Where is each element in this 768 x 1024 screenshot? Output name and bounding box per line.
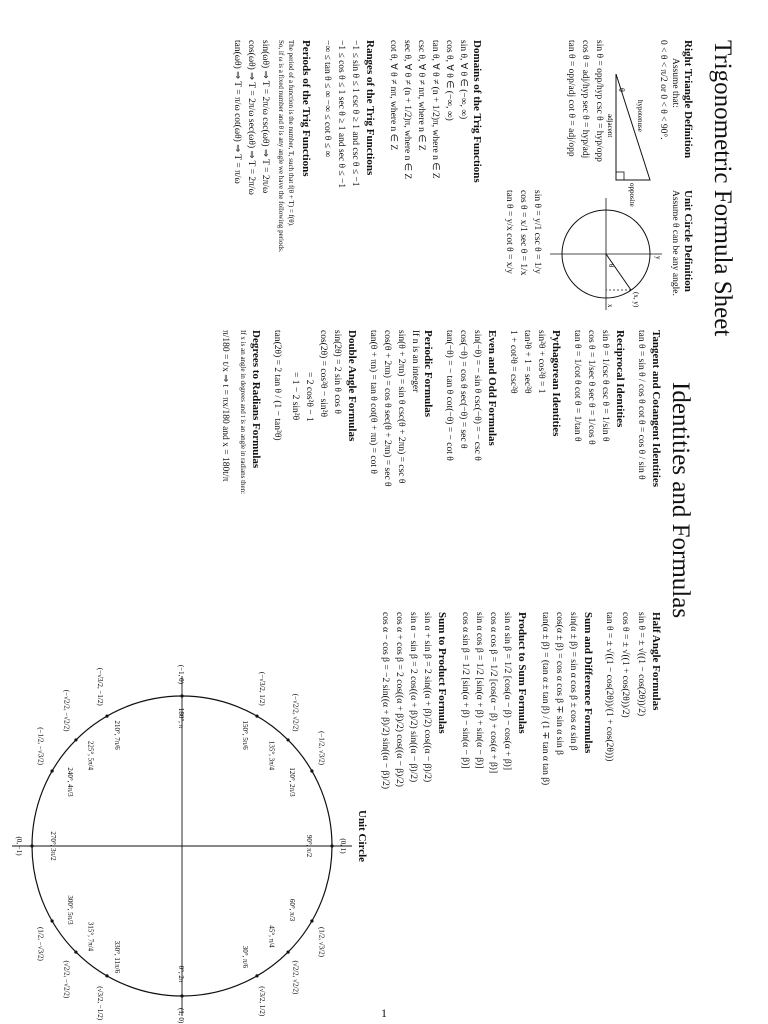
- right-triangle-diagram: [608, 60, 656, 210]
- unit-circle-def-heading: Unit Circle Definition: [682, 190, 694, 292]
- unit-circle-point-marker: [50, 919, 53, 922]
- double-angle-heading: Double Angle Formulas: [346, 330, 358, 442]
- unit-circle-point-marker: [30, 844, 33, 847]
- domain-line-1: sin θ, ∀ θ ∈ (−∞, ∞): [458, 40, 468, 120]
- even-odd-line-1: sin(−θ) = − sin θ csc(−θ) = − csc θ: [472, 330, 482, 461]
- half-line-3: tan θ = ± √((1 − cos(2θ))/(1 + cos(2θ))): [604, 612, 614, 762]
- range-line-2: −1 ≤ cos θ ≤ 1 sec θ ≥ 1 and sec θ ≤ −1: [336, 40, 346, 189]
- double-line-1: sin(2θ) = 2 sin θ cos θ: [332, 330, 342, 414]
- page-title: Trigonometric Formula Sheet: [709, 40, 736, 337]
- unit-circle-angle-label: 180°, π: [177, 707, 185, 729]
- unit-circle-coordinate-label: (0, 1): [339, 838, 347, 854]
- reciprocal-line-1: sin θ = 1/csc θ csc θ = 1/sin θ: [600, 330, 610, 442]
- domain-line-6: cot θ, ∀ θ ≠ nπ, where n ∈ Z: [388, 40, 398, 151]
- rt-line-1: sin θ = opp/hyp csc θ = hyp/opp: [594, 40, 604, 162]
- hypotenuse-label: hypotenuse: [636, 100, 644, 132]
- ucd-line-2: cos θ = x/1 sec θ = 1/x: [518, 190, 528, 276]
- half-angle-heading: Half Angle Formulas: [650, 612, 662, 711]
- svg-text:θ: θ: [617, 88, 626, 92]
- tan-cot-heading: Tangent and Cotangent Identities: [650, 330, 662, 487]
- unit-circle-coordinate-label: (−1, 0): [177, 664, 185, 684]
- sum-diff-line-2: cos(α ± β) = cos α cos β ∓ sin α sin β: [554, 612, 564, 755]
- page-number: 1: [381, 1006, 387, 1020]
- unit-circle-point-marker: [74, 950, 77, 953]
- domain-line-2: cos θ, ∀ θ ∈ (−∞, ∞): [444, 40, 454, 121]
- pythagorean-heading: Pythagorean Identities: [550, 330, 562, 437]
- unit-circle-point-marker: [286, 950, 289, 953]
- unit-circle-coordinate-label: (−1/2, √3/2): [317, 731, 326, 765]
- product-line-4: cos α sin β = 1/2 [sin(α + β) − sin(α − β)]: [460, 612, 470, 769]
- unit-circle-point-marker: [105, 714, 108, 717]
- deg-rad-text: If x is an angle in degrees and t is an angle in radians then:: [239, 330, 247, 495]
- unit-circle-coordinate-label: (√2/2, −√2/2): [62, 960, 71, 999]
- unit-circle-coordinate-label: (−√2/2, √2/2): [291, 693, 300, 732]
- unit-circle-coordinate-label: (−√2/2, −√2/2): [62, 689, 71, 732]
- domain-line-5: sec θ, ∀ θ ≠ (n + 1/2)π, where n ∈ Z: [402, 40, 412, 180]
- sum-diff-heading: Sum and Difference Formulas: [582, 612, 594, 754]
- unit-circle-coordinate-label: (√2/2, √2/2): [291, 960, 300, 995]
- sumprod-line-2: sin α − sin β = 2 cos((α + β)/2) sin((α − β)/2): [408, 612, 418, 783]
- unit-circle-angle-label: 210°, 7π/6: [113, 720, 121, 750]
- rt-line-3: tan θ = opp/adj cot θ = adj/opp: [566, 40, 576, 157]
- unit-circle-angle-label: 240°, 4π/3: [66, 767, 75, 797]
- unit-circle-angle-label: 300°, 5π/3: [66, 895, 75, 925]
- sum-diff-line-1: sin(α ± β) = sin α cos β ± cos α sin β: [568, 612, 578, 751]
- sumprod-line-1: sin α + sin β = 2 sin((α + β)/2) cos((α − β)/2): [422, 612, 432, 783]
- domain-line-3: tan θ, ∀ θ ≠ (n + 1/2)π, where n ∈ Z: [430, 40, 440, 179]
- adjacent-label: adjacent: [606, 114, 614, 138]
- period-line-3: tan(ωθ) ⇒ T = π/ω cot(ωθ) ⇒ T = π/ω: [232, 40, 242, 184]
- unit-circle-point-marker: [180, 994, 183, 997]
- product-line-2: cos α cos β = 1/2 [cos(α − β) + cos(α + β)]: [488, 612, 498, 774]
- unit-circle-point-marker: [330, 844, 333, 847]
- unit-circle-def-assume: Assume θ can be any angle.: [670, 190, 680, 296]
- svg-text:(x, y): (x, y): [632, 292, 640, 308]
- unit-circle-point-marker: [255, 974, 258, 977]
- periodic-line-1: sin(θ + 2πn) = sin θ csc(θ + 2πn) = csc θ: [396, 330, 406, 484]
- unit-circle-point-marker: [286, 738, 289, 741]
- half-line-1: sin θ = ± √((1 − cos(2θ))/2): [636, 612, 646, 717]
- deg-rad-heading: Degrees to Radians Formulas: [250, 330, 262, 469]
- unit-circle-coordinate-label: (0, −1): [15, 836, 23, 856]
- unit-circle-coordinate-label: (1, 0): [177, 1008, 185, 1024]
- period-line-2: cos(ωθ) ⇒ T = 2π/ω sec(ωθ) ⇒ T = 2π/ω: [246, 40, 256, 195]
- unit-circle-def-diagram: [546, 194, 666, 314]
- product-line-1: sin α sin β = 1/2 [cos(α − β) − cos(α + β)]: [502, 612, 512, 770]
- unit-circle-coordinate-label: (−√3/2, 1/2): [258, 671, 266, 706]
- double-line-4: = 1 − 2 sin²θ: [290, 372, 300, 421]
- range-line-3: −∞ ≤ tan θ ≤ ∞ −∞ ≤ cot θ ≤ ∞: [322, 40, 332, 158]
- pyth-line-3: 1 + cot²θ = csc²θ: [508, 330, 518, 394]
- unit-circle-point-marker: [50, 769, 53, 772]
- unit-circle-point-marker: [105, 974, 108, 977]
- unit-circle-coordinate-label: (√3/2, −1/2): [96, 986, 104, 1021]
- periods-text-1: The period of a function is the number, T, such that f(θ + T) = f(θ).: [287, 40, 295, 227]
- period-line-1: sin(ωθ) ⇒ T = 2π/ω csc(ωθ) ⇒ T = 2π/ω: [260, 40, 270, 194]
- unit-circle-angle-label: 150°, 5π/6: [241, 720, 249, 750]
- even-odd-line-3: tan(−θ) = − tan θ cot(−θ) = − cot θ: [444, 330, 454, 461]
- double-line-5: tan(2θ) = 2 tan θ / (1 − tan²θ): [272, 330, 282, 441]
- unit-circle-angle-label: 120°, 2π/3: [287, 767, 296, 797]
- half-line-2: cos θ = ± √((1 + cos(2θ))/2): [620, 612, 630, 718]
- right-triangle-assume: Assume that:: [670, 58, 680, 108]
- unit-circle-coordinate-label: (1/2, −√3/2): [36, 927, 45, 961]
- sumprod-line-3: cos α + cos β = 2 cos((α + β)/2) cos((α − β)/2): [394, 612, 404, 787]
- double-line-3: = 2 cos²θ − 1: [304, 372, 314, 422]
- unit-circle-angle-label: 270°, 3π/2: [49, 831, 57, 861]
- reciprocal-heading: Reciprocal Identities: [614, 330, 626, 428]
- periodic-line-3: tan(θ + πn) = tan θ cot(θ + πn) = cot θ: [368, 330, 378, 474]
- deg-rad-line: π/180 = t/x ⇒ t = πx/180 and x = 180t/π: [220, 330, 230, 482]
- periods-text-2: So, if ω is a fixed number and θ is any angle we have the following periods.: [277, 40, 285, 253]
- unit-circle-point-marker: [180, 694, 183, 697]
- svg-text:θ: θ: [607, 264, 615, 268]
- reciprocal-line-2: cos θ = 1/sec θ sec θ = 1/cos θ: [586, 330, 596, 445]
- ucd-line-1: sin θ = y/1 csc θ = 1/y: [532, 190, 542, 274]
- unit-circle-point-marker: [310, 769, 313, 772]
- product-line-3: sin α cos β = 1/2 [sin(α + β) + sin(α − β)]: [474, 612, 484, 769]
- unit-circle-angle-label: 315°, 7π/4: [86, 921, 95, 952]
- unit-circle-angle-label: 45°, π/4: [267, 925, 276, 948]
- unit-circle-point-marker: [310, 919, 313, 922]
- unit-circle-angle-label: 330°, 11π/6: [113, 940, 121, 974]
- unit-circle-angle-label: 90°, π/2: [305, 834, 313, 858]
- unit-circle-angle-label: 225°, 5π/4: [86, 740, 95, 771]
- reciprocal-line-3: tan θ = 1/cot θ cot θ = 1/tan θ: [572, 330, 582, 442]
- unit-circle-angle-label: 30°, π/6: [241, 945, 249, 968]
- sum-product-heading: Sum to Product Formulas: [436, 612, 448, 734]
- periodic-note: If n is an integer: [410, 330, 420, 393]
- periodic-line-2: cos(θ + 2πn) = cos θ sec(θ + 2πn) = sec θ: [382, 330, 392, 487]
- right-triangle-heading: Right Triangle Definition: [682, 40, 694, 159]
- unit-circle-heading: Unit Circle: [356, 810, 368, 863]
- pyth-line-2: tan²θ + 1 = sec²θ: [522, 330, 532, 394]
- double-line-2: cos(2θ) = cos²θ − sin²θ: [318, 330, 328, 418]
- sum-diff-line-3: tan(α ± β) = (tan α ± tan β) / (1 ∓ tan α tan β): [540, 612, 550, 786]
- identities-title: Identities and Formulas: [667, 382, 694, 619]
- periods-heading: Periods of the Trig Functions: [300, 40, 312, 177]
- ucd-line-3: tan θ = y/x cot θ = x/y: [504, 190, 514, 274]
- range-line-1: −1 ≤ sin θ ≤ 1 csc θ ≥ 1 and csc θ ≤ −1: [350, 40, 360, 187]
- unit-circle-angle-label: 60°, π/3: [287, 898, 296, 922]
- even-odd-heading: Even and Odd Formulas: [486, 330, 498, 446]
- unit-circle-coordinate-label: (−√3/2, −1/2): [96, 667, 104, 706]
- unit-circle-point-marker: [74, 738, 77, 741]
- unit-circle-coordinate-label: (√3/2, 1/2): [258, 986, 266, 1017]
- pyth-line-1: sin²θ + cos²θ = 1: [536, 330, 546, 394]
- right-triangle-range: 0 < θ < π/2 or 0 < θ < 90°.: [658, 40, 668, 140]
- even-odd-line-2: cos(−θ) = cos θ sec(−θ) = sec θ: [458, 330, 468, 449]
- unit-circle-coordinate-label: (1/2, √3/2): [317, 927, 326, 957]
- unit-circle-point-marker: [255, 714, 258, 717]
- domain-line-4: csc θ, ∀ θ ≠ nπ, where n ∈ Z: [416, 40, 426, 151]
- rt-line-2: cos θ = adj/hyp sec θ = hyp/adj: [580, 40, 590, 159]
- sumprod-line-4: cos α − cos β = −2 sin((α + β)/2) sin((α − β)/2): [380, 612, 390, 790]
- domains-heading: Domains of the Trig Functions: [471, 40, 483, 183]
- ranges-heading: Ranges of the Trig Functions: [364, 40, 376, 176]
- periodic-heading: Periodic Formulas: [422, 330, 434, 418]
- product-sum-heading: Product to Sum Formulas: [516, 612, 528, 734]
- unit-circle-angle-label: 135°, 3π/4: [267, 740, 276, 771]
- opposite-label: opposite: [628, 183, 636, 207]
- unit-circle-diagram: [6, 664, 358, 1024]
- unit-circle-coordinate-label: (−1/2, −√3/2): [36, 727, 45, 765]
- unit-circle-angle-label: 0°, 2π: [177, 965, 185, 983]
- tan-cot-line: tan θ = sin θ / cos θ cot θ = cos θ / sin θ: [636, 330, 646, 480]
- svg-text:y: y: [654, 256, 662, 260]
- svg-text:x: x: [606, 304, 614, 308]
